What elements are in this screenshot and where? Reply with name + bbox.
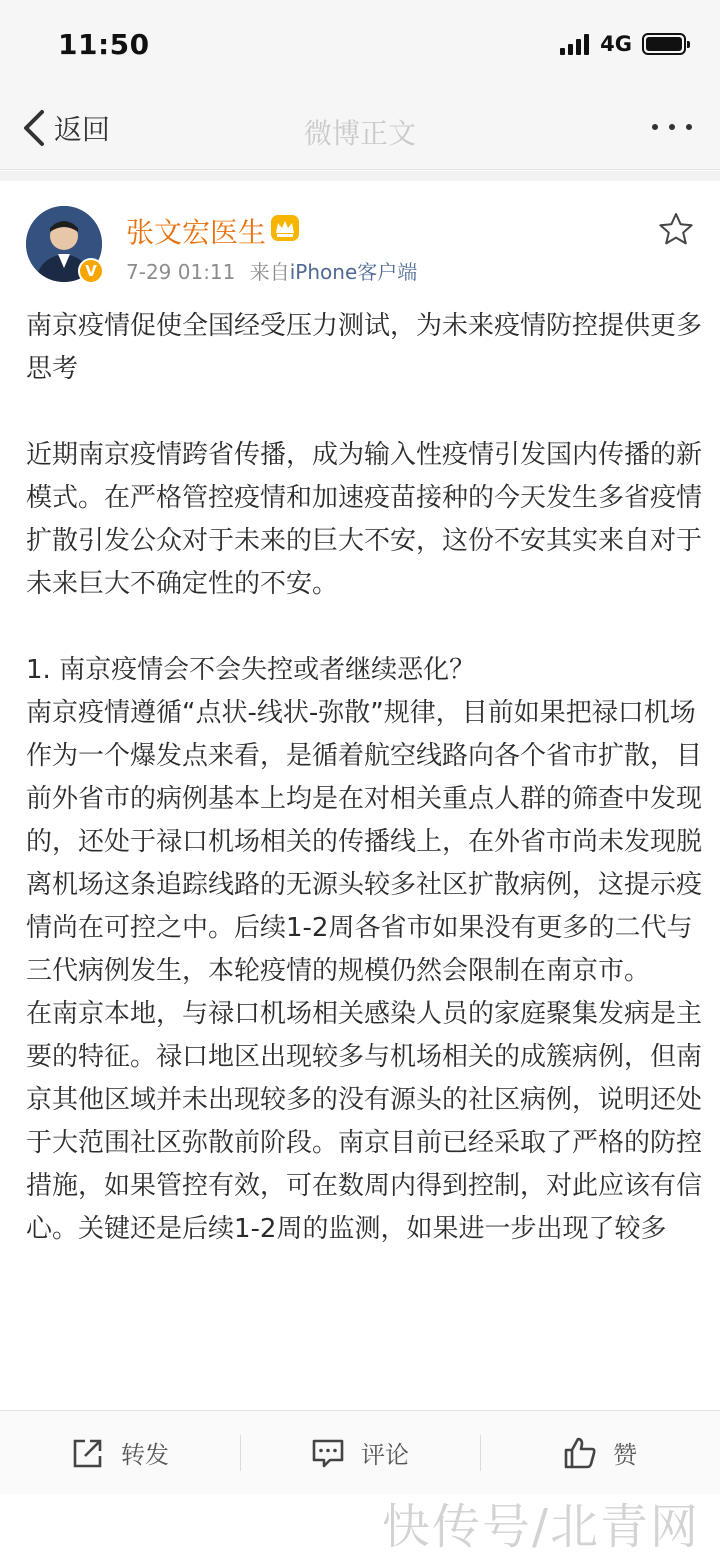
more-options-button[interactable]	[641, 124, 692, 130]
verified-badge: V	[78, 258, 104, 284]
repost-button[interactable]	[0, 1411, 240, 1494]
nav-bar	[0, 90, 720, 170]
post-body	[26, 305, 702, 1405]
comment-button[interactable]	[240, 1411, 480, 1494]
thumbs-up-icon	[563, 1436, 597, 1470]
post-paragraph: 南京疫情遵循“点状-线状-弥散”规律，目前如果把禄口机场作为一个爆发点来看，是循着航空线路向各个省市扩散，目前外省市的病例基本上均是在对相关重点人群的筛查中发现的，还处于禄口机场相关的传播线上，在外省市尚未发现脱离机场这条追踪线路的无源头较多社区扩散病例，这提示疫情尚在可控之中。后续1-2周各省市如果没有更多的二代与三代病例发生，本轮疫情的规模仍然会限制在南京市。	[26, 698, 702, 986]
paragraph-spacer	[26, 606, 702, 649]
dot-icon	[686, 124, 692, 130]
source-prefix: 来自	[249, 260, 290, 284]
network-type: 4G	[600, 32, 632, 56]
back-label: 返回	[54, 113, 111, 146]
comment-icon	[311, 1436, 345, 1470]
dot-icon	[652, 124, 658, 130]
share-icon	[71, 1436, 105, 1470]
dot-icon	[669, 124, 675, 130]
like-label: 赞	[613, 1441, 637, 1469]
battery-icon	[642, 33, 686, 55]
post-date: 7-29 01:11	[126, 260, 236, 284]
source-link[interactable]: iPhone客户端	[289, 260, 418, 284]
post-paragraph: 近期南京疫情跨省传播，成为输入性疫情引发国内传播的新模式。在严格管控疫情和加速疫苗接种的今天发生多省疫情扩散引发公众对于未来的巨大不安，这份不安其实来自对于未来巨大不确定性的不安。	[26, 440, 702, 599]
post-headline: 南京疫情促使全国经受压力测试，为未来疫情防控提供更多思考	[26, 311, 702, 384]
like-button[interactable]	[480, 1411, 720, 1494]
crown-icon[interactable]	[270, 214, 300, 242]
repost-label: 转发	[121, 1441, 169, 1469]
signal-icon	[560, 33, 592, 55]
status-time: 11:50	[58, 28, 150, 61]
post-meta	[126, 256, 417, 285]
status-bar	[0, 0, 720, 90]
post-section-heading: 1. 南京疫情会不会失控或者继续恶化？	[26, 655, 476, 685]
star-icon[interactable]	[659, 212, 693, 246]
comment-label: 评论	[361, 1441, 409, 1469]
action-bar	[0, 1410, 720, 1494]
post-paragraph: 在南京本地，与禄口机场相关感染人员的家庭聚集发病是主要的特征。禄口地区出现较多与机场相关的成簇病例，但南京其他区域并未出现较多的没有源头的社区病例，说明还处于大范围社区弥散前阶段。南京目前已经采取了严格的防控措施，如果管控有效，可在数周内得到控制，对此应该有信心。关键还是后续1-2周的监测，如果进一步出现了较多	[26, 999, 702, 1244]
section-divider	[0, 171, 720, 181]
status-indicators	[560, 32, 686, 56]
author-name[interactable]: 张文宏医生	[126, 216, 267, 249]
watermark: 快传号/北青网	[381, 1499, 700, 1555]
page-title: 微博正文	[303, 117, 416, 150]
paragraph-spacer	[26, 391, 702, 434]
